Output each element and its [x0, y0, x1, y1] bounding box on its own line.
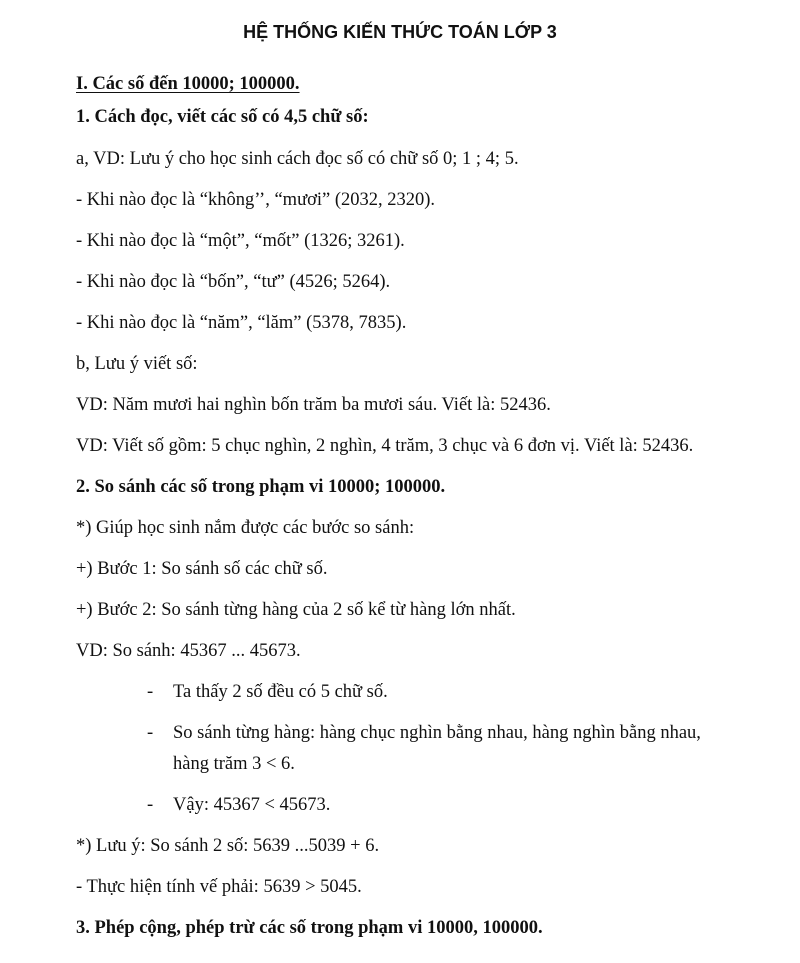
paragraph-line: - Khi nào đọc là “bốn”, “tư” (4526; 5264). [76, 272, 391, 292]
paragraph-line: *) Lưu ý: So sánh 2 số: 5639 ...5039 + 6. [76, 836, 380, 856]
subsection-heading-reading-writing: 1. Cách đọc, viết các số có 4,5 chữ số: [76, 107, 369, 127]
paragraph-line: VD: So sánh: 45367 ... 45673. [76, 641, 301, 661]
subsection-heading-compare: 2. So sánh các số trong phạm vi 10000; 100000. [76, 477, 446, 497]
paragraph-line: +) Bước 1: So sánh số các chữ số. [76, 559, 328, 579]
list-item: So sánh từng hàng: hàng chục nghìn bằng nhau, hàng nghìn bằng nhau, [173, 723, 701, 743]
paragraph-line: +) Bước 2: So sánh từng hàng của 2 số kể từ hàng lớn nhất. [76, 600, 516, 620]
list-bullet: - [147, 795, 154, 815]
subsection-heading-add-subtract: 3. Phép cộng, phép trừ các số trong phạm vi 10000, 100000. [76, 918, 543, 938]
list-bullet: - [147, 682, 154, 702]
paragraph-line: *) Giúp học sinh nắm được các bước so sánh: [76, 518, 415, 538]
list-item-continuation: hàng trăm 3 < 6. [173, 754, 295, 774]
list-item: Vậy: 45367 < 45673. [173, 795, 331, 815]
paragraph-line: - Khi nào đọc là “không’’, “mươi” (2032, 2320). [76, 190, 436, 210]
paragraph-line: - Thực hiện tính vế phải: 5639 > 5045. [76, 877, 362, 897]
paragraph-line: b, Lưu ý viết số: [76, 354, 198, 374]
document-title: HỆ THỐNG KIẾN THỨC TOÁN LỚP 3 [243, 22, 557, 42]
paragraph-line: VD: Năm mươi hai nghìn bốn trăm ba mươi sáu. Viết là: 52436. [76, 395, 551, 415]
paragraph-line: - Khi nào đọc là “một”, “mốt” (1326; 3261). [76, 231, 405, 251]
list-bullet: - [147, 723, 154, 743]
section-heading: I. Các số đến 10000; 100000. [76, 74, 300, 94]
list-item: Ta thấy 2 số đều có 5 chữ số. [173, 682, 388, 702]
paragraph-line: VD: Viết số gồm: 5 chục nghìn, 2 nghìn, 4 trăm, 3 chục và 6 đơn vị. Viết là: 52436. [76, 436, 694, 456]
paragraph-line: a, VD: Lưu ý cho học sinh cách đọc số có chữ số 0; 1 ; 4; 5. [76, 149, 519, 169]
paragraph-line: - Khi nào đọc là “năm”, “lăm” (5378, 7835). [76, 313, 407, 333]
